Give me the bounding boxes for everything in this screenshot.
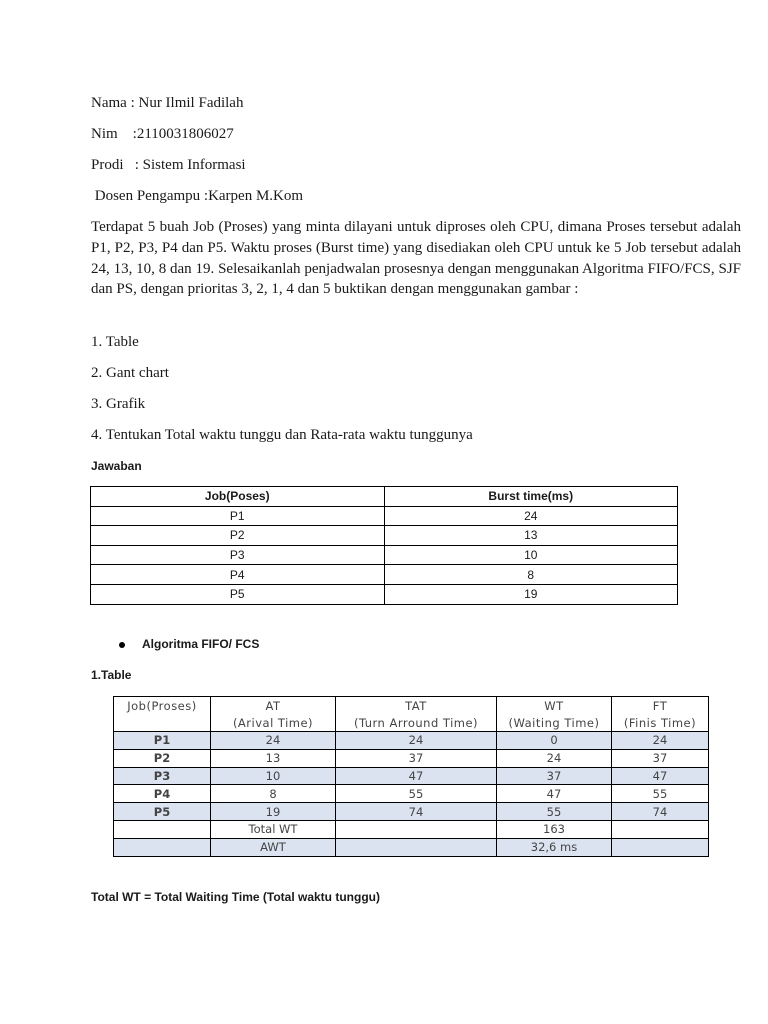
fifo-table xyxy=(113,696,709,857)
table-row xyxy=(91,584,678,604)
prodi-line: Prodi : Sistem Informasi xyxy=(91,157,246,173)
cell: 10 xyxy=(384,545,678,565)
cell: 0 xyxy=(497,732,612,750)
cell xyxy=(114,838,211,856)
total-wt-value: 163 xyxy=(497,820,612,838)
lecturer-line: Dosen Pengampu :Karpen M.Kom xyxy=(91,188,304,204)
awt-label: AWT xyxy=(211,838,336,856)
name-line: Nama : Nur Ilmil Fadilah xyxy=(91,95,244,111)
cell: 19 xyxy=(211,803,336,821)
table-row xyxy=(114,749,709,767)
cell: 10 xyxy=(211,767,336,785)
table-header-row xyxy=(114,697,709,715)
table-label: 1.Table xyxy=(91,668,132,682)
cell: 24 xyxy=(211,732,336,750)
cell: P1 xyxy=(114,732,211,750)
burst-time-table xyxy=(90,486,678,605)
total-wt-label: Total WT xyxy=(211,820,336,838)
list-item: 3. Grafik xyxy=(91,396,146,412)
cell: 24 xyxy=(384,506,678,526)
cell: 24 xyxy=(612,732,709,750)
cell xyxy=(336,838,497,856)
cell: P5 xyxy=(91,584,385,604)
cell xyxy=(612,838,709,856)
cell: 55 xyxy=(336,785,497,803)
cell: 37 xyxy=(336,749,497,767)
header-cell: TAT xyxy=(336,697,497,715)
problem-paragraph: Terdapat 5 buah Job (Proses) yang minta dilayani untuk diproses oleh CPU, dimana Proses tersebut adalah P1, P2, P3, P4 dan P5. Waktu proses (Burst time) yang disediakan oleh CPU untuk ke 5 Job tersebut adalah 24, 13, 10, 8 dan 19. Selesaikanlah penjadwalan prosesnya dengan menggunakan Algoritma FIFO/FCS, SJF dan PS, dengan prioritas 3, 2, 1, 4 dan 5 buktikan dengan menggunakan gambar : xyxy=(91,219,741,298)
total-row xyxy=(114,820,709,838)
cell: 24 xyxy=(497,749,612,767)
cell: 55 xyxy=(612,785,709,803)
table-row xyxy=(91,506,678,526)
cell: P2 xyxy=(91,526,385,546)
cell xyxy=(114,820,211,838)
cell: 47 xyxy=(497,785,612,803)
cell xyxy=(612,820,709,838)
cell: 13 xyxy=(384,526,678,546)
cell: 8 xyxy=(211,785,336,803)
cell: 74 xyxy=(612,803,709,821)
cell: 8 xyxy=(384,565,678,585)
nim-line: Nim :2110031806027 xyxy=(91,126,234,142)
table-row xyxy=(114,785,709,803)
answer-label: Jawaban xyxy=(91,459,142,473)
header-job: Job(Poses) xyxy=(91,487,385,507)
cell: 55 xyxy=(497,803,612,821)
fifo-heading: Algoritma FIFO/ FCS xyxy=(142,637,260,651)
header-burst: Burst time(ms) xyxy=(384,487,678,507)
table-row xyxy=(114,767,709,785)
cell xyxy=(336,820,497,838)
footnote: Total WT = Total Waiting Time (Total waktu tunggu) xyxy=(91,890,380,904)
table-row xyxy=(114,732,709,750)
list-item: 4. Tentukan Total waktu tunggu dan Rata-rata waktu tunggunya xyxy=(91,427,473,443)
awt-row xyxy=(114,838,709,856)
header-cell: (Turn Arround Time) xyxy=(336,714,497,732)
cell: 37 xyxy=(612,749,709,767)
table-header-row xyxy=(114,714,709,732)
cell: P1 xyxy=(91,506,385,526)
cell: 24 xyxy=(336,732,497,750)
cell: P3 xyxy=(114,767,211,785)
cell: 19 xyxy=(384,584,678,604)
header-cell: AT xyxy=(211,697,336,715)
table-row xyxy=(91,565,678,585)
header-cell: (Arival Time) xyxy=(211,714,336,732)
cell: 47 xyxy=(336,767,497,785)
list-item: 2. Gant chart xyxy=(91,365,169,381)
cell: 47 xyxy=(612,767,709,785)
table-row xyxy=(91,526,678,546)
header-cell: (Finis Time) xyxy=(612,714,709,732)
header-cell xyxy=(114,714,211,732)
cell: P4 xyxy=(91,565,385,585)
bullet-icon xyxy=(119,642,125,648)
cell: 13 xyxy=(211,749,336,767)
table-row xyxy=(114,803,709,821)
cell: P4 xyxy=(114,785,211,803)
awt-value: 32,6 ms xyxy=(497,838,612,856)
cell: P3 xyxy=(91,545,385,565)
cell: 37 xyxy=(497,767,612,785)
cell: 74 xyxy=(336,803,497,821)
list-item: 1. Table xyxy=(91,334,139,350)
cell: P2 xyxy=(114,749,211,767)
cell: P5 xyxy=(114,803,211,821)
table-header-row xyxy=(91,487,678,507)
header-cell: (Waiting Time) xyxy=(497,714,612,732)
header-cell: Job(Proses) xyxy=(114,697,211,715)
table-row xyxy=(91,545,678,565)
header-cell: WT xyxy=(497,697,612,715)
header-cell: FT xyxy=(612,697,709,715)
